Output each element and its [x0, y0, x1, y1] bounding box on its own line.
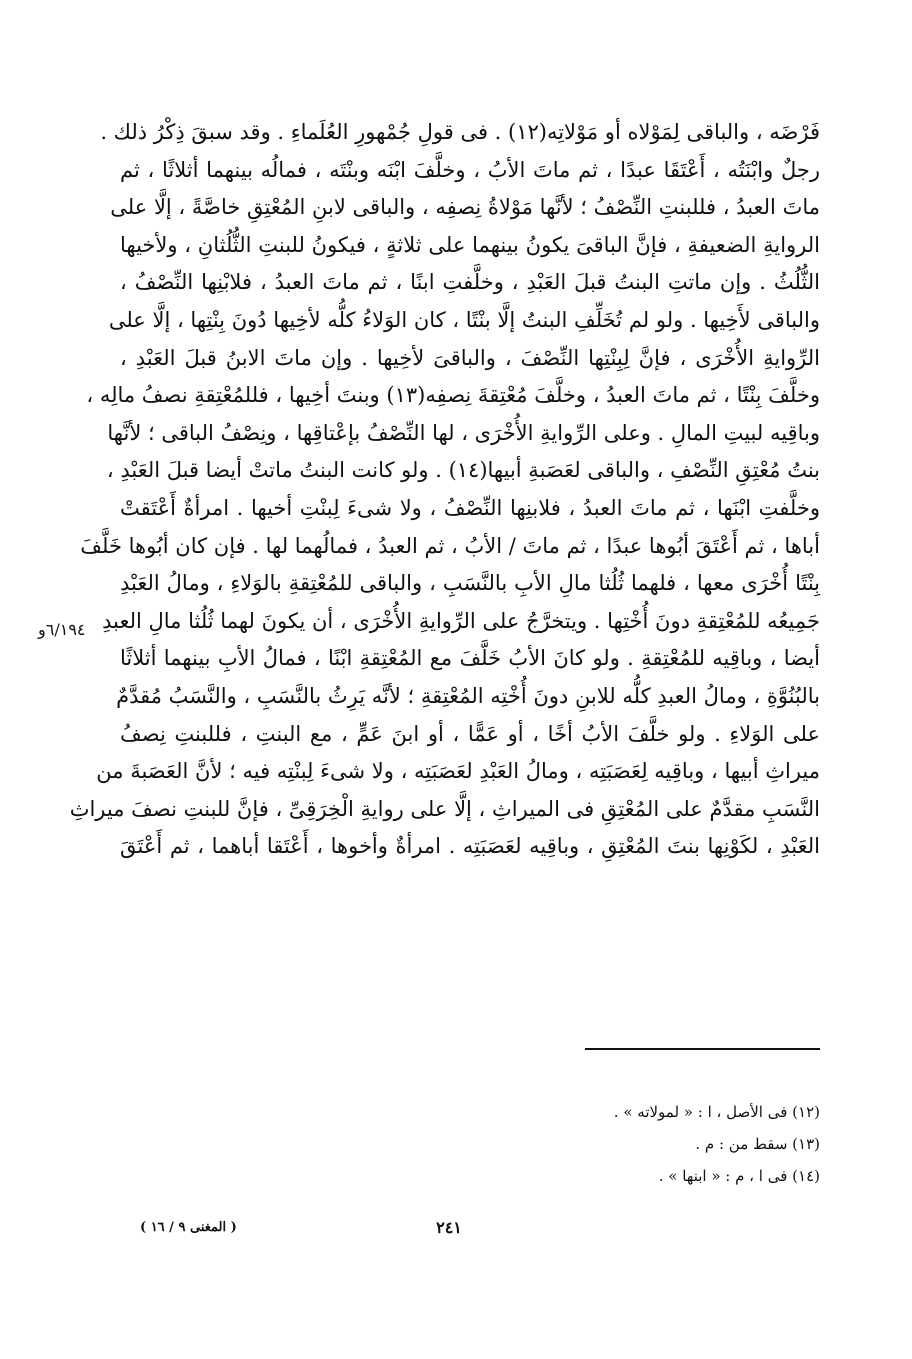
footnote-12: (١٢) فى الأصل ، ا : « لمولاته » . — [613, 1103, 820, 1121]
text-line: بالبُنُوَّةِ ، ومالُ العبدِ كلُّه للابنِ دونَ أُخْتِه المُعْتِقةِ ؛ لأنَّه يَرِثُ بالنَّسَبِ ، والنَّسَبُ مُقدَّمٌ — [116, 683, 820, 708]
text-line: ماتَ العبدُ ، فللبنتِ النِّصْفُ ؛ لأنَّها مَوْلاةُ نِصفِه ، والباقى لابنِ المُعْتِقِ خاصَّةً ، إلَّا على — [110, 195, 820, 220]
volume-signature: ( المغنى ٩ / ١٦ ) — [140, 1220, 237, 1235]
text-line: النَّسَبِ مقدَّمٌ على المُعْتِقِ فى الميراثِ ، إلَّا على روايةِ الْخِرَقِىِّ ، فإنَّ للبنتِ نصفَ ميراثِ — [69, 796, 820, 821]
page-number: ٢٤١ — [436, 1218, 462, 1237]
text-line: رجلٌ وابْنَتُه ، أَعْتَقَا عبدًا ، ثم ماتَ الأبُ ، وخلَّفَ ابْنَه وبنْتَه ، فمالُه بينهما أثلاثًا ، ثم — [120, 157, 820, 182]
text-line: على الوَلاءِ . ولو خلَّفَ الأبُ أخًا ، أو عَمًّا ، أو ابنَ عَمٍّ ، مع البنتِ ، فللبنتِ نِصفُ — [120, 721, 820, 746]
text-line: بنتُ مُعْتِقِ النِّصْفِ ، والباقى لعَصَبةِ أبيها(١٤) . ولو كانت البنتُ ماتتْ أيضا قبلَ العَبْدِ ، — [106, 458, 820, 483]
text-line: فَرْضَه ، والباقى لِمَوْلاه أو مَوْلاتِه(١٢) . فى قولِ جُمْهورِ العُلَماءِ . وقد سبقَ ذِكْرُ ذلك . — [100, 120, 820, 144]
text-line: وباقِيه لبيتِ المالِ . وعلى الرِّوايةِ الأُخْرَى ، لها النِّصْفُ بإعْتاقِها ، ونِصْفُ الباقى ؛ لأنَّها — [107, 420, 820, 445]
text-line: وخلَّفتِ ابْنَها ، ثم ماتَ العبدُ ، فلابنِها النِّصْفُ ، ولا شىءَ لِبنْتِ أخيها . امرأةٌ أَعْتَقتْ — [120, 495, 820, 520]
text-line: الرِّوايةِ الأُخْرَى ، فإنَّ لِبِنْتِها النِّصْفَ ، والباقىَ لأخِيها . وإن ماتَ الابنُ قبلَ العَبْدِ ، — [120, 345, 820, 370]
margin-note: ٦/١٩٤و — [38, 620, 86, 639]
text-line: بِنْتًا أُخْرَى معها ، فلهما ثُلُثا مالِ الأبِ بالنَّسَبِ ، والباقى للمُعْتِقةِ بالوَلاءِ ، ومالُ العَبْدِ — [120, 571, 820, 596]
text-line: العَبْدِ ، لكَوْنِها بنتَ المُعْتِقِ ، وباقِيه لعَصَبَتِه . امرأةٌ وأخوها ، أَعْتَقا أباهما ، ثم أَعْتَقَ — [120, 834, 820, 859]
main-text — [69, 114, 820, 866]
text-line: ميراثِ أبيها ، وباقِيه لِعَصَبَتِه ، ومالُ العَبْدِ لعَصَبَتِه ، ولا شىءَ لِبنْتِه فيه ؛ لأنَّ العَصَبةَ من — [96, 759, 820, 784]
text-line: وخلَّفَ بِنْتًا ، ثم ماتَ العبدُ ، وخلَّفَ مُعْتِقةَ نِصفِه(١٣) وبنتَ أخِيها ، فللمُعْتِقةِ نصفُ مالِه ، — [86, 383, 820, 408]
text-line: جَمِيعُه للمُعْتِقةِ دونَ أُخْتِها . ويتخرَّجُ على الرِّوايةِ الأُخْرَى ، أن يكونَ لهما ثُلُثا مالِ العبدِ — [102, 608, 820, 633]
footnote-divider — [585, 1048, 820, 1050]
text-line: أباها ، ثم أَعْتَقَ أبُوها عبدًا ، ثم ماتَ / الأبُ ، ثم العبدُ ، فمالُهما لها . فإن كان أبُوها خَلَّفَ — [80, 533, 820, 558]
text-line: الثُّلُثُ . وإن ماتتِ البنتُ قبلَ العَبْدِ ، وخلَّفتِ ابنًا ، ثم ماتَ العبدُ ، فلابْنِها النِّصْفُ ، — [120, 270, 820, 295]
text-line: الروايةِ الضعيفةِ ، فإنَّ الباقىَ يكونُ بينهما على ثلاثةٍ ، فيكونُ للبنتِ الثُّلُثانِ ، ولأخيها — [120, 232, 820, 257]
text-line: والباقى لأَخِيها . ولو لم تُخَلِّفِ البنتُ إلَّا بنْتًا ، كان الوَلاءُ كلُّه لأخِيها دُونَ بِنْتِها ، إلَّا على — [108, 307, 820, 332]
footnote-13: (١٣) سقط من : م . — [695, 1135, 820, 1153]
footnote-14: (١٤) فى ا ، م : « ابنها » . — [658, 1167, 820, 1185]
text-line: أيضا ، وباقِيه للمُعْتِقةِ . ولو كانَ الأبُ خَلَّفَ مع المُعْتِقةِ ابْنًا ، فمالُ الأبِ بينهما أثلاثًا — [120, 646, 820, 671]
footnotes — [400, 1096, 820, 1192]
